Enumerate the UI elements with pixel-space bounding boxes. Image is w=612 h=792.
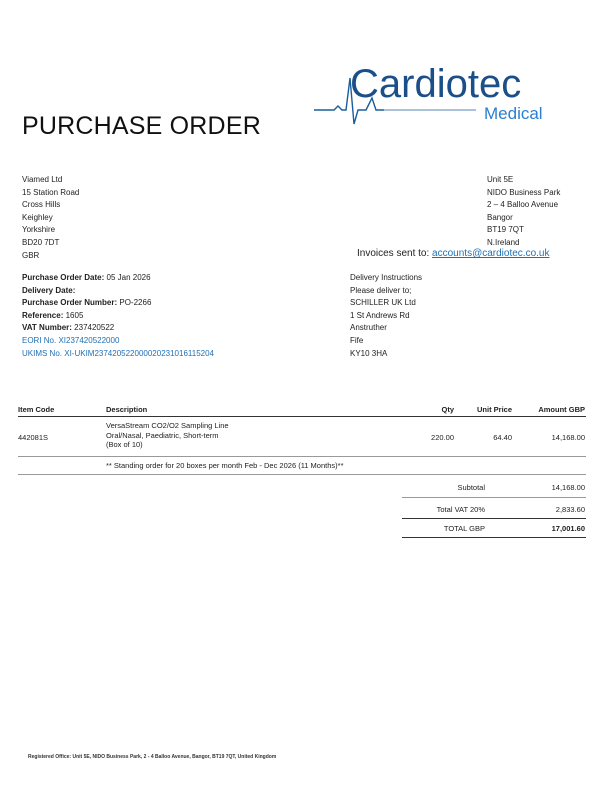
delivery-line: SCHILLER UK Ltd: [350, 298, 416, 308]
delivery-line: Delivery Instructions: [350, 273, 423, 282]
row-description-line: Oral/Nasal, Paediatric, Short-term: [106, 430, 219, 440]
ukims-number: UKIMS No. XI-UKIM237420522000020231016115204: [22, 348, 214, 358]
reference-label: Reference:: [22, 310, 64, 320]
supplier-line: Viamed Ltd: [22, 175, 63, 184]
company-logo: [312, 58, 572, 128]
subtotal-label: Subtotal: [457, 483, 485, 492]
company-line: BT19 7QT: [487, 225, 524, 235]
vat-divider: [402, 518, 586, 519]
supplier-line: Yorkshire: [22, 225, 56, 235]
company-line: NIDO Business Park: [487, 187, 561, 197]
header-amount: Amount GBP: [538, 405, 585, 414]
invoices-email-link[interactable]: accounts@cardiotec.co.uk: [432, 248, 550, 259]
supplier-line: Cross Hills: [22, 200, 61, 210]
logo-brand: Cardiotec: [350, 62, 522, 106]
row-item-code: 442081S: [18, 433, 49, 442]
delivery-line: Anstruther: [350, 323, 387, 333]
subtotal-divider: [402, 497, 586, 498]
footer-registered-office: Registered Office: Unit 5E, NIDO Business Park, 2 - 4 Balloo Avenue, Bangor, BT19 7QT, United Kingdom: [28, 754, 277, 760]
delivery-line: Fife: [350, 335, 364, 345]
logo-sub: Medical: [484, 104, 543, 123]
delivery-date-label: Delivery Date:: [22, 285, 76, 295]
header-qty: Qty: [441, 405, 454, 414]
delivery-instructions: [350, 272, 422, 360]
reference-value: 1605: [65, 310, 84, 320]
order-number-label: Purchase Order Number:: [22, 298, 118, 308]
company-line: N.Ireland: [487, 237, 520, 247]
row-amount: 14,168.00: [551, 433, 585, 442]
order-date-label: Purchase Order Date:: [22, 273, 105, 282]
supplier-line: 15 Station Road: [22, 187, 80, 197]
page-title: PURCHASE ORDER: [22, 112, 261, 140]
row-description-line: (Box of 10): [106, 440, 143, 449]
row-divider: [18, 456, 586, 457]
supplier-address: [22, 174, 79, 262]
delivery-line: KY10 3HA: [350, 348, 388, 358]
vat-total-value: 2,833.60: [555, 505, 585, 514]
eori-number: EORI No. XI237420522000: [22, 335, 120, 345]
total-divider: [402, 537, 586, 538]
company-line: Unit 5E: [487, 175, 514, 184]
header-unit-price: Unit Price: [476, 405, 512, 414]
row-unit-price: 64.40: [493, 433, 512, 442]
order-date-value: 05 Jan 2026: [106, 273, 151, 282]
grand-total-value: 17,001.60: [551, 524, 585, 533]
grand-total-label: TOTAL GBP: [443, 524, 485, 533]
header-item-code: Item Code: [18, 405, 55, 414]
standing-order-note: ** Standing order for 20 boxes per month Feb - Dec 2026 (11 Months)**: [106, 461, 344, 470]
vat-total-label: Total VAT 20%: [436, 505, 485, 514]
supplier-line: GBR: [22, 250, 40, 260]
company-address: [487, 174, 560, 250]
supplier-line: Keighley: [22, 212, 53, 222]
invoices-info: [357, 248, 549, 259]
row-qty: 220.00: [431, 433, 454, 442]
subtotal-value: 14,168.00: [551, 483, 585, 492]
row-description: [106, 421, 229, 450]
supplier-line: BD20 7DT: [22, 237, 60, 247]
row-description-line: VersaStream CO2/O2 Sampling Line: [106, 421, 229, 430]
header-description: Description: [106, 405, 148, 414]
vat-number-label: VAT Number:: [22, 323, 72, 333]
order-details: [22, 272, 214, 360]
invoices-label: Invoices sent to:: [357, 248, 430, 259]
note-divider: [18, 474, 586, 475]
header-divider: [18, 416, 586, 417]
company-line: 2 – 4 Balloo Avenue: [487, 200, 559, 210]
order-number-value: PO-2266: [119, 298, 152, 308]
delivery-line: 1 St Andrews Rd: [350, 310, 410, 320]
vat-number-value: 237420522: [74, 323, 115, 333]
company-line: Bangor: [487, 212, 513, 222]
delivery-line: Please deliver to;: [350, 285, 412, 295]
